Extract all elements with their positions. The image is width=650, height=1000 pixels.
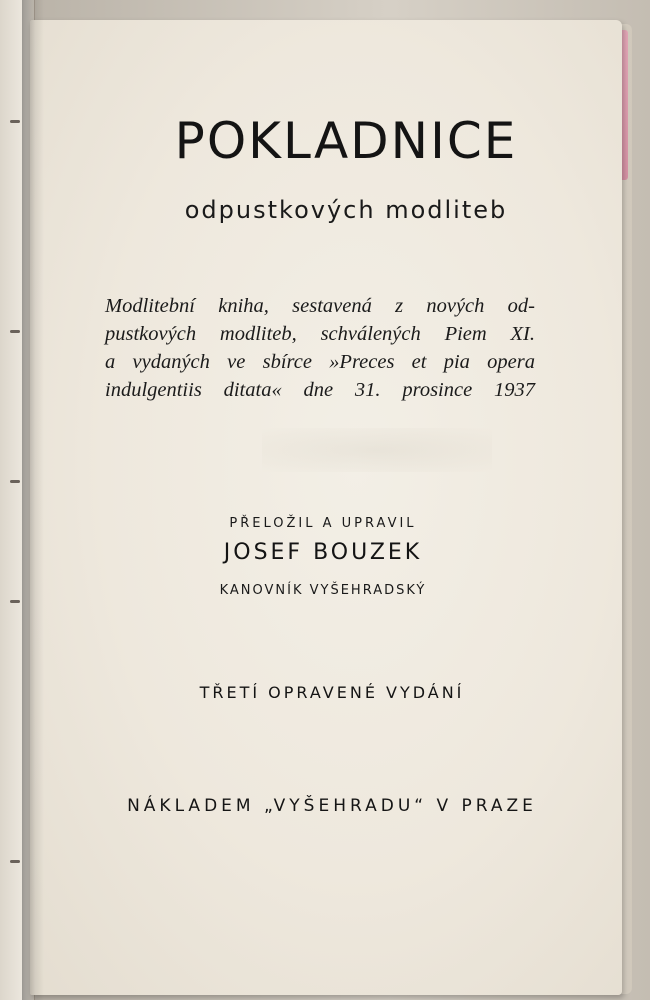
description-line: a vydaných ve sbírce »Preces et pia opera (105, 351, 535, 373)
publisher-imprint: NÁKLADEM „VYŠEHRADU“ V PRAZE (127, 796, 537, 816)
translator-name: JOSEF BOUZEK (223, 540, 423, 565)
book-description (105, 292, 535, 404)
book-subtitle: odpustkových modliteb (184, 196, 508, 224)
description-line: indulgentiis ditata« dne 31. prosince 1937 (105, 379, 535, 401)
translator-role: KANOVNÍK VYŠEHRADSKÝ (219, 583, 427, 598)
binding-stitch (10, 120, 20, 123)
binding-stitch (10, 330, 20, 333)
description-line: Modlitební kniha, sestavená z nových od- (105, 295, 535, 317)
translator-label: PŘELOŽIL A UPRAVIL (229, 516, 417, 531)
binding-stitch (10, 480, 20, 483)
binding-stitch (10, 600, 20, 603)
bleed-through-mark (262, 428, 492, 472)
binding-stitch (10, 860, 20, 863)
edition-statement: TŘETÍ OPRAVENÉ VYDÁNÍ (199, 683, 465, 702)
description-line: pustkových modliteb, schválených Piem XI. (105, 323, 535, 345)
book-title: POKLADNICE (174, 112, 518, 170)
